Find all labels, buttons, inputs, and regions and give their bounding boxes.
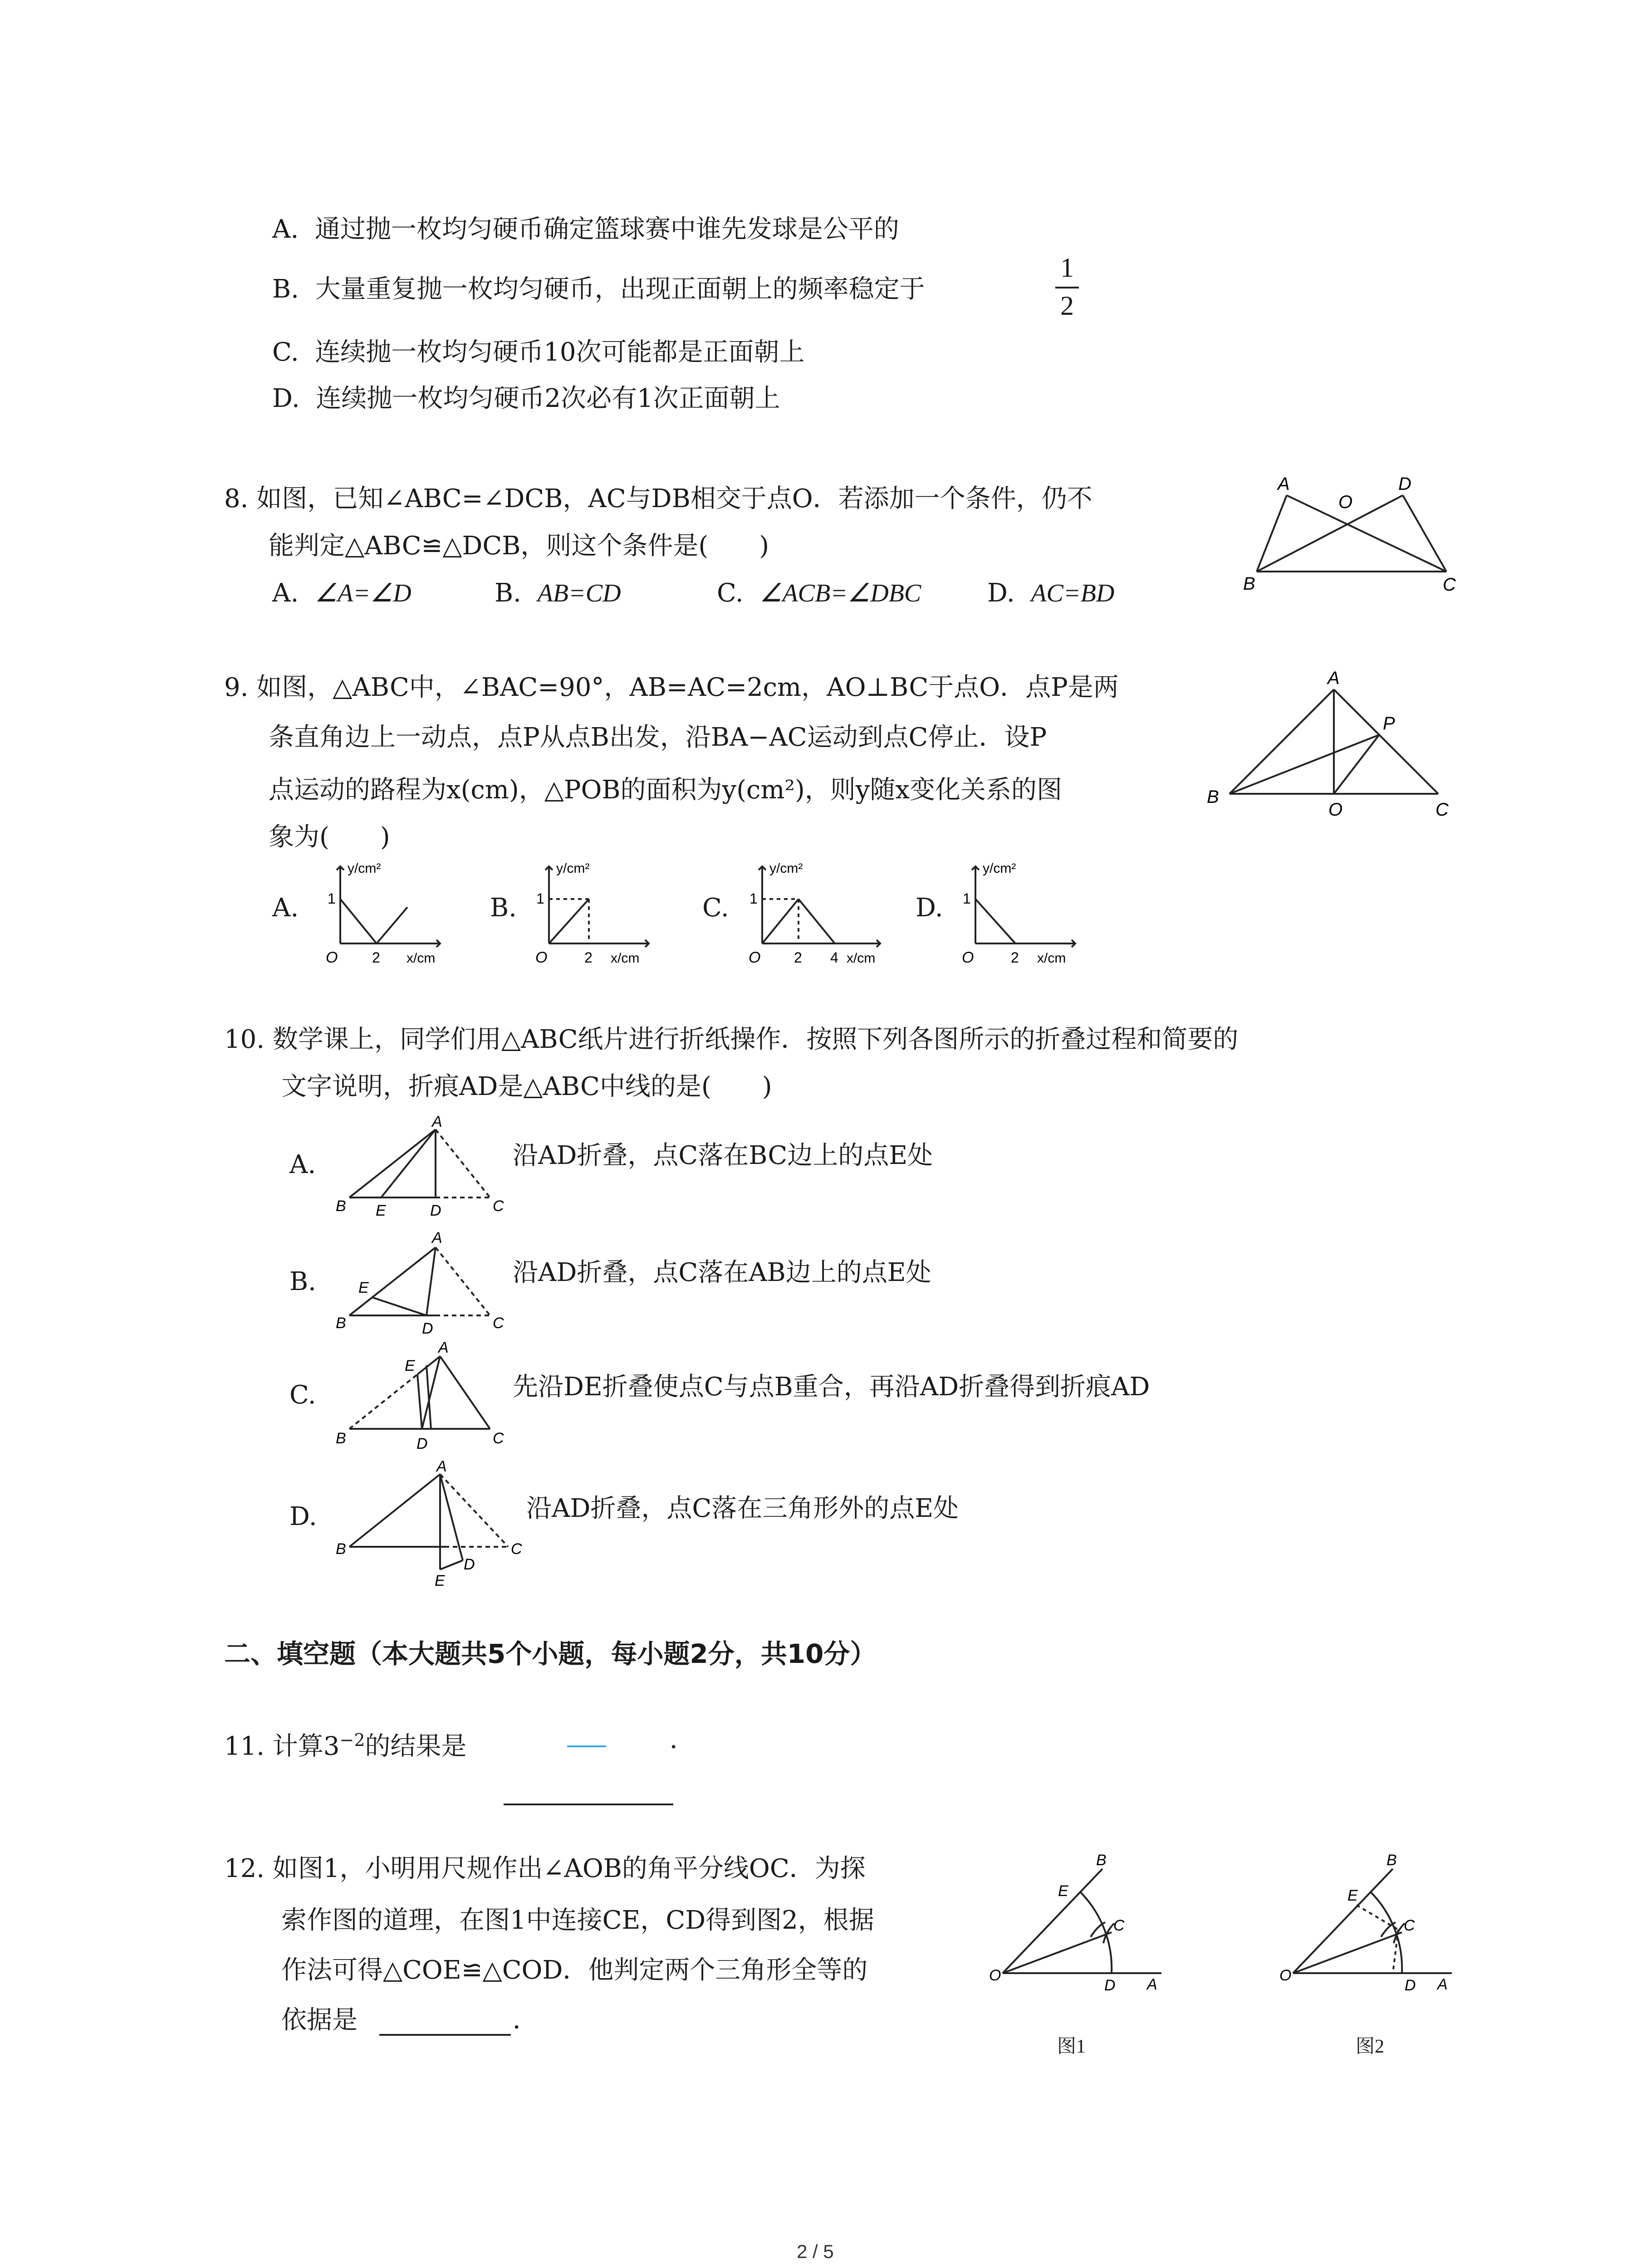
option-letter: D.	[987, 578, 1015, 608]
q10-option-d-letter: D.	[289, 1502, 317, 1531]
svg-text:E: E	[405, 1357, 415, 1374]
svg-text:y/cm²: y/cm²	[983, 861, 1016, 876]
q11-line	[224, 1724, 467, 1763]
option-text: AC=BD	[1031, 579, 1115, 607]
q10-line2: 文字说明，折痕AD是△ABC中线的是( )	[281, 1072, 772, 1101]
q12-line2: 索作图的道理，在图1中连接CE，CD得到图2，根据	[281, 1906, 874, 1935]
q9-label-b: B	[1207, 787, 1219, 807]
option-letter: B.	[272, 274, 299, 304]
question-text: 计算3	[272, 1731, 340, 1761]
option-letter: D.	[272, 384, 300, 413]
svg-text:D: D	[1405, 1977, 1416, 1994]
q10-option-d-figure	[336, 1458, 526, 1589]
q8-option-a	[272, 577, 411, 610]
q10-option-b-letter: B.	[289, 1267, 316, 1296]
q12-period: ．	[513, 2005, 538, 2035]
question-number: 9.	[224, 673, 249, 702]
svg-text:2: 2	[1011, 949, 1019, 966]
svg-text:O: O	[1279, 1967, 1292, 1984]
svg-text:E: E	[1347, 1887, 1358, 1904]
q8-line2: 能判定△ABC≌△DCB，则这个条件是( )	[269, 531, 769, 561]
svg-text:D: D	[464, 1556, 475, 1573]
q9-option-c-graph	[744, 857, 907, 966]
q9-figure	[1207, 668, 1461, 821]
svg-text:O: O	[326, 949, 338, 966]
svg-text:A: A	[438, 1339, 449, 1356]
svg-text:E: E	[358, 1279, 369, 1296]
svg-text:B: B	[336, 1430, 346, 1447]
q9-option-b-graph	[531, 857, 681, 966]
option-text: 通过抛一枚均匀硬币确定篮球赛中谁先发球是公平的	[314, 215, 899, 244]
q12-figure-1	[989, 1846, 1180, 1994]
q11-answer-blank[interactable]	[504, 1804, 673, 1805]
q10-option-d-text: 沿AD折叠，点C落在三角形外的点E处	[526, 1494, 959, 1523]
page-number: 2 / 5	[797, 2241, 834, 2262]
svg-text:D: D	[422, 1320, 433, 1337]
q8-option-b	[495, 577, 621, 610]
svg-text:C: C	[1113, 1917, 1125, 1934]
q8-option-d	[987, 577, 1114, 610]
q9-option-d-graph	[957, 857, 1107, 966]
q12-figure-2-caption: 图2	[1356, 2036, 1385, 2057]
q12-figure-1-caption: 图1	[1057, 2036, 1086, 2057]
svg-text:x/cm: x/cm	[407, 951, 436, 966]
question-text: 如图，△ABC中，∠BAC=90°，AB=AC=2cm，AO⊥BC于点O．点P是两	[256, 673, 1119, 702]
svg-text:2: 2	[794, 949, 802, 966]
q12-line1	[224, 1853, 866, 1885]
svg-text:x/cm: x/cm	[847, 951, 876, 966]
q9-label-o: O	[1328, 800, 1343, 820]
svg-text:1: 1	[749, 890, 758, 907]
svg-text:B: B	[336, 1198, 346, 1215]
svg-text:A: A	[1437, 1976, 1448, 1993]
svg-text:C: C	[493, 1198, 504, 1215]
svg-text:A: A	[432, 1113, 442, 1130]
q8-figure	[1243, 472, 1461, 599]
svg-text:O: O	[962, 949, 974, 966]
svg-text:1: 1	[963, 890, 971, 907]
option-text: 连续抛一枚均匀硬币10次可能都是正面朝上	[315, 337, 805, 367]
q7-fraction-bar	[1055, 287, 1079, 288]
q8-label-d: D	[1398, 474, 1411, 494]
q12-line3: 作法可得△COE≌△COD．他判定两个三角形全等的	[281, 1955, 868, 1985]
svg-text:D: D	[416, 1435, 428, 1452]
section-2-title: 二、填空题（本大题共5个小题，每小题2分，共10分）	[224, 1638, 877, 1669]
q7-fraction-numerator: 1	[1060, 253, 1074, 283]
svg-text:C: C	[1404, 1917, 1415, 1934]
svg-text:A: A	[1147, 1976, 1157, 1993]
q9-line4: 象为( )	[269, 822, 390, 852]
q9-label-c: C	[1435, 800, 1449, 820]
svg-text:A: A	[432, 1229, 442, 1246]
q9-line1	[224, 671, 1119, 704]
exponent: −2	[339, 1730, 365, 1750]
option-letter: B.	[495, 578, 521, 608]
svg-text:4: 4	[830, 949, 838, 966]
svg-text:A: A	[436, 1458, 447, 1475]
q8-label-a: A	[1278, 474, 1290, 494]
q10-option-b-text: 沿AD折叠，点C落在AB边上的点E处	[513, 1258, 931, 1287]
q9-label-p: P	[1383, 714, 1395, 733]
option-text: AB=CD	[537, 579, 621, 607]
question-number: 11.	[224, 1731, 265, 1761]
svg-text:y/cm²: y/cm²	[556, 861, 590, 876]
svg-text:C: C	[493, 1315, 504, 1332]
question-text: 如图，已知∠ABC=∠DCB，AC与DB相交于点O．若添加一个条件，仍不	[256, 484, 1092, 513]
svg-text:1: 1	[536, 890, 544, 907]
svg-text:D: D	[430, 1202, 441, 1219]
option-text: 大量重复抛一枚均匀硬币，出现正面朝上的频率稳定于	[315, 274, 925, 304]
q9-option-b-letter: B.	[490, 893, 517, 923]
q12-answer-blank[interactable]	[379, 2034, 511, 2036]
q12-line4	[281, 2004, 358, 2037]
svg-text:B: B	[336, 1540, 346, 1558]
q11-period: ．	[670, 1725, 695, 1755]
q9-line3: 点运动的路程为x(cm)，△POB的面积为y(cm²)，则y随x变化关系的图	[269, 775, 1063, 805]
question-text: 的结果是	[365, 1731, 467, 1761]
q12-figure-2	[1279, 1846, 1470, 1994]
q10-line1	[224, 1023, 1238, 1056]
q10-option-a-text: 沿AD折叠，点C落在BC边上的点E处	[513, 1141, 933, 1170]
q8-label-o: O	[1338, 492, 1353, 512]
q9-line2: 条直角边上一动点，点P从点B出发，沿BA−AC运动到点C停止．设P	[269, 723, 1047, 752]
svg-text:O: O	[749, 949, 761, 966]
q7-option-a	[272, 213, 899, 246]
q10-option-a-letter: A.	[289, 1150, 316, 1179]
svg-text:E: E	[1058, 1882, 1068, 1900]
svg-text:1: 1	[328, 890, 336, 907]
q8-option-c	[717, 577, 921, 610]
q8-line1	[224, 483, 1092, 515]
svg-text:B: B	[1096, 1852, 1107, 1869]
question-text: 数学课上，同学们用△ABC纸片进行折纸操作．按照下列各图所示的折叠过程和简要的	[272, 1025, 1239, 1054]
svg-text:y/cm²: y/cm²	[348, 861, 381, 876]
question-number: 10.	[224, 1025, 265, 1054]
q7-option-d	[272, 382, 780, 415]
q8-label-b: B	[1243, 574, 1255, 594]
q10-option-c-letter: C.	[289, 1380, 316, 1410]
option-letter: A.	[272, 215, 299, 244]
q9-option-a-graph	[313, 857, 463, 966]
svg-text:x/cm: x/cm	[611, 951, 640, 966]
svg-text:O: O	[989, 1967, 1001, 1984]
q8-label-c: C	[1443, 575, 1456, 595]
q10-option-b-figure	[336, 1229, 508, 1343]
q7-fraction-denominator: 2	[1060, 291, 1074, 321]
svg-text:x/cm: x/cm	[1037, 951, 1066, 966]
svg-text:2: 2	[584, 949, 593, 966]
q9-option-d-letter: D.	[916, 893, 943, 923]
option-text: ∠ACB=∠DBC	[759, 579, 921, 607]
q10-option-c-figure	[336, 1339, 508, 1461]
q9-option-a-letter: A.	[272, 893, 299, 923]
q9-label-a: A	[1327, 668, 1340, 688]
svg-text:2: 2	[372, 949, 380, 966]
q9-option-c-letter: C.	[702, 893, 729, 923]
option-letter: A.	[272, 578, 299, 608]
q7-option-c	[272, 336, 805, 369]
svg-text:B: B	[336, 1315, 346, 1332]
question-text: 如图1，小明用尺规作出∠AOB的角平分线OC．为探	[272, 1854, 866, 1883]
option-text: ∠A=∠D	[314, 579, 411, 607]
svg-text:E: E	[435, 1572, 445, 1589]
q7-option-b	[272, 273, 925, 306]
q11-cursor-mark	[567, 1745, 606, 1747]
q10-option-a-figure	[336, 1113, 508, 1225]
svg-text:y/cm²: y/cm²	[769, 861, 803, 876]
svg-text:C: C	[511, 1540, 522, 1558]
svg-text:C: C	[493, 1430, 504, 1447]
question-number: 12.	[224, 1854, 265, 1883]
question-text: 依据是	[281, 2005, 358, 2035]
svg-text:B: B	[1386, 1852, 1397, 1869]
svg-text:D: D	[1104, 1977, 1116, 1994]
svg-text:O: O	[535, 949, 548, 966]
svg-text:E: E	[376, 1202, 386, 1219]
option-letter: C.	[272, 337, 299, 367]
option-letter: C.	[717, 578, 744, 608]
option-text: 连续抛一枚均匀硬币2次必有1次正面朝上	[316, 384, 780, 413]
q10-option-c-text: 先沿DE折叠使点C与点B重合，再沿AD折叠得到折痕AD	[513, 1372, 1150, 1402]
question-number: 8.	[224, 484, 249, 513]
